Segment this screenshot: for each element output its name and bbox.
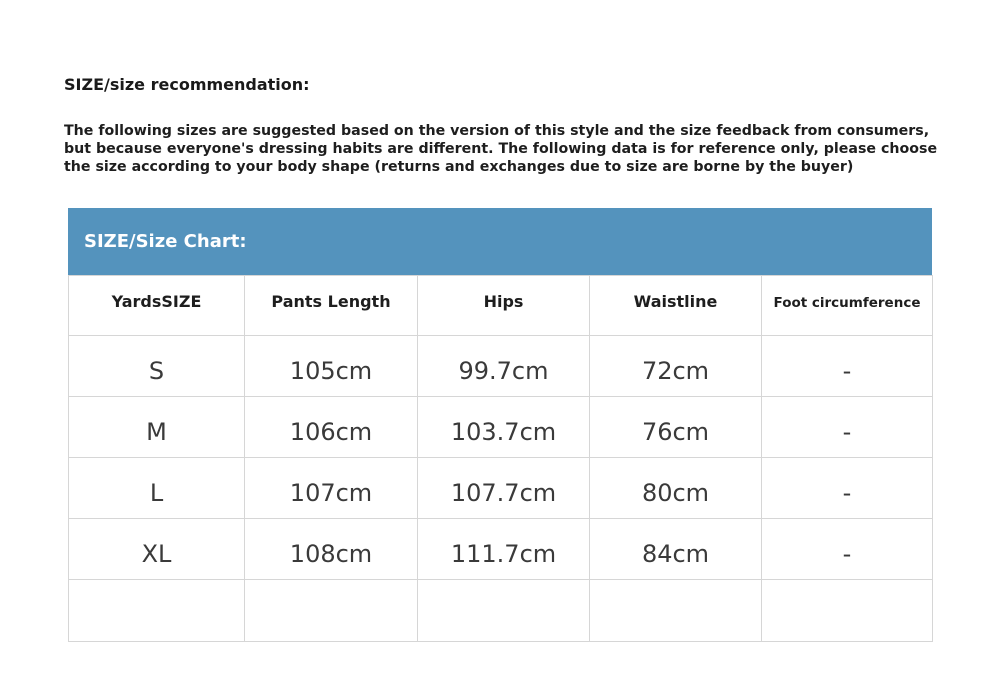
column-header-foot-circumference: Foot circumference xyxy=(762,276,933,336)
column-header-size: YardsSIZE xyxy=(69,276,245,336)
size-disclaimer: The following sizes are suggested based on the version of this style and the size feedback from consumers, but because everyone's dressing habits are different. The following data is for reference only, please choose the size according to your body shape (returns and exchanges due to size are borne by the buyer) xyxy=(64,123,938,175)
cell-foot-circumference: - xyxy=(762,397,933,458)
table-row xyxy=(69,458,933,519)
cell-pants-length: 108cm xyxy=(245,519,418,580)
cell-hips: 103.7cm xyxy=(418,397,590,458)
size-chart xyxy=(68,208,932,647)
cell-size: S xyxy=(69,336,245,397)
cell-waistline: 72cm xyxy=(590,336,762,397)
cell-hips: 111.7cm xyxy=(418,519,590,580)
cell-empty xyxy=(69,580,245,642)
cell-pants-length: 105cm xyxy=(245,336,418,397)
cell-foot-circumference: - xyxy=(762,458,933,519)
cell-hips: 99.7cm xyxy=(418,336,590,397)
cell-empty xyxy=(762,580,933,642)
cell-waistline: 80cm xyxy=(590,458,762,519)
cell-size: XL xyxy=(69,519,245,580)
table-row xyxy=(69,397,933,458)
cell-waistline: 84cm xyxy=(590,519,762,580)
cell-foot-circumference: - xyxy=(762,519,933,580)
cell-size: M xyxy=(69,397,245,458)
cell-foot-circumference: - xyxy=(762,336,933,397)
cell-waistline: 76cm xyxy=(590,397,762,458)
size-chart-title: SIZE/Size Chart: xyxy=(68,208,932,275)
table-row xyxy=(69,336,933,397)
column-header-pants-length: Pants Length xyxy=(245,276,418,336)
column-header-waistline: Waistline xyxy=(590,276,762,336)
cell-empty xyxy=(418,580,590,642)
cell-pants-length: 106cm xyxy=(245,397,418,458)
cell-empty xyxy=(245,580,418,642)
table-row-empty xyxy=(69,580,933,642)
table-row xyxy=(69,519,933,580)
cell-hips: 107.7cm xyxy=(418,458,590,519)
cell-size: L xyxy=(69,458,245,519)
table-header-row xyxy=(69,276,933,336)
size-table xyxy=(68,275,933,642)
page-title: SIZE/size recommendation: xyxy=(64,75,310,94)
cell-pants-length: 107cm xyxy=(245,458,418,519)
column-header-hips: Hips xyxy=(418,276,590,336)
cell-empty xyxy=(590,580,762,642)
